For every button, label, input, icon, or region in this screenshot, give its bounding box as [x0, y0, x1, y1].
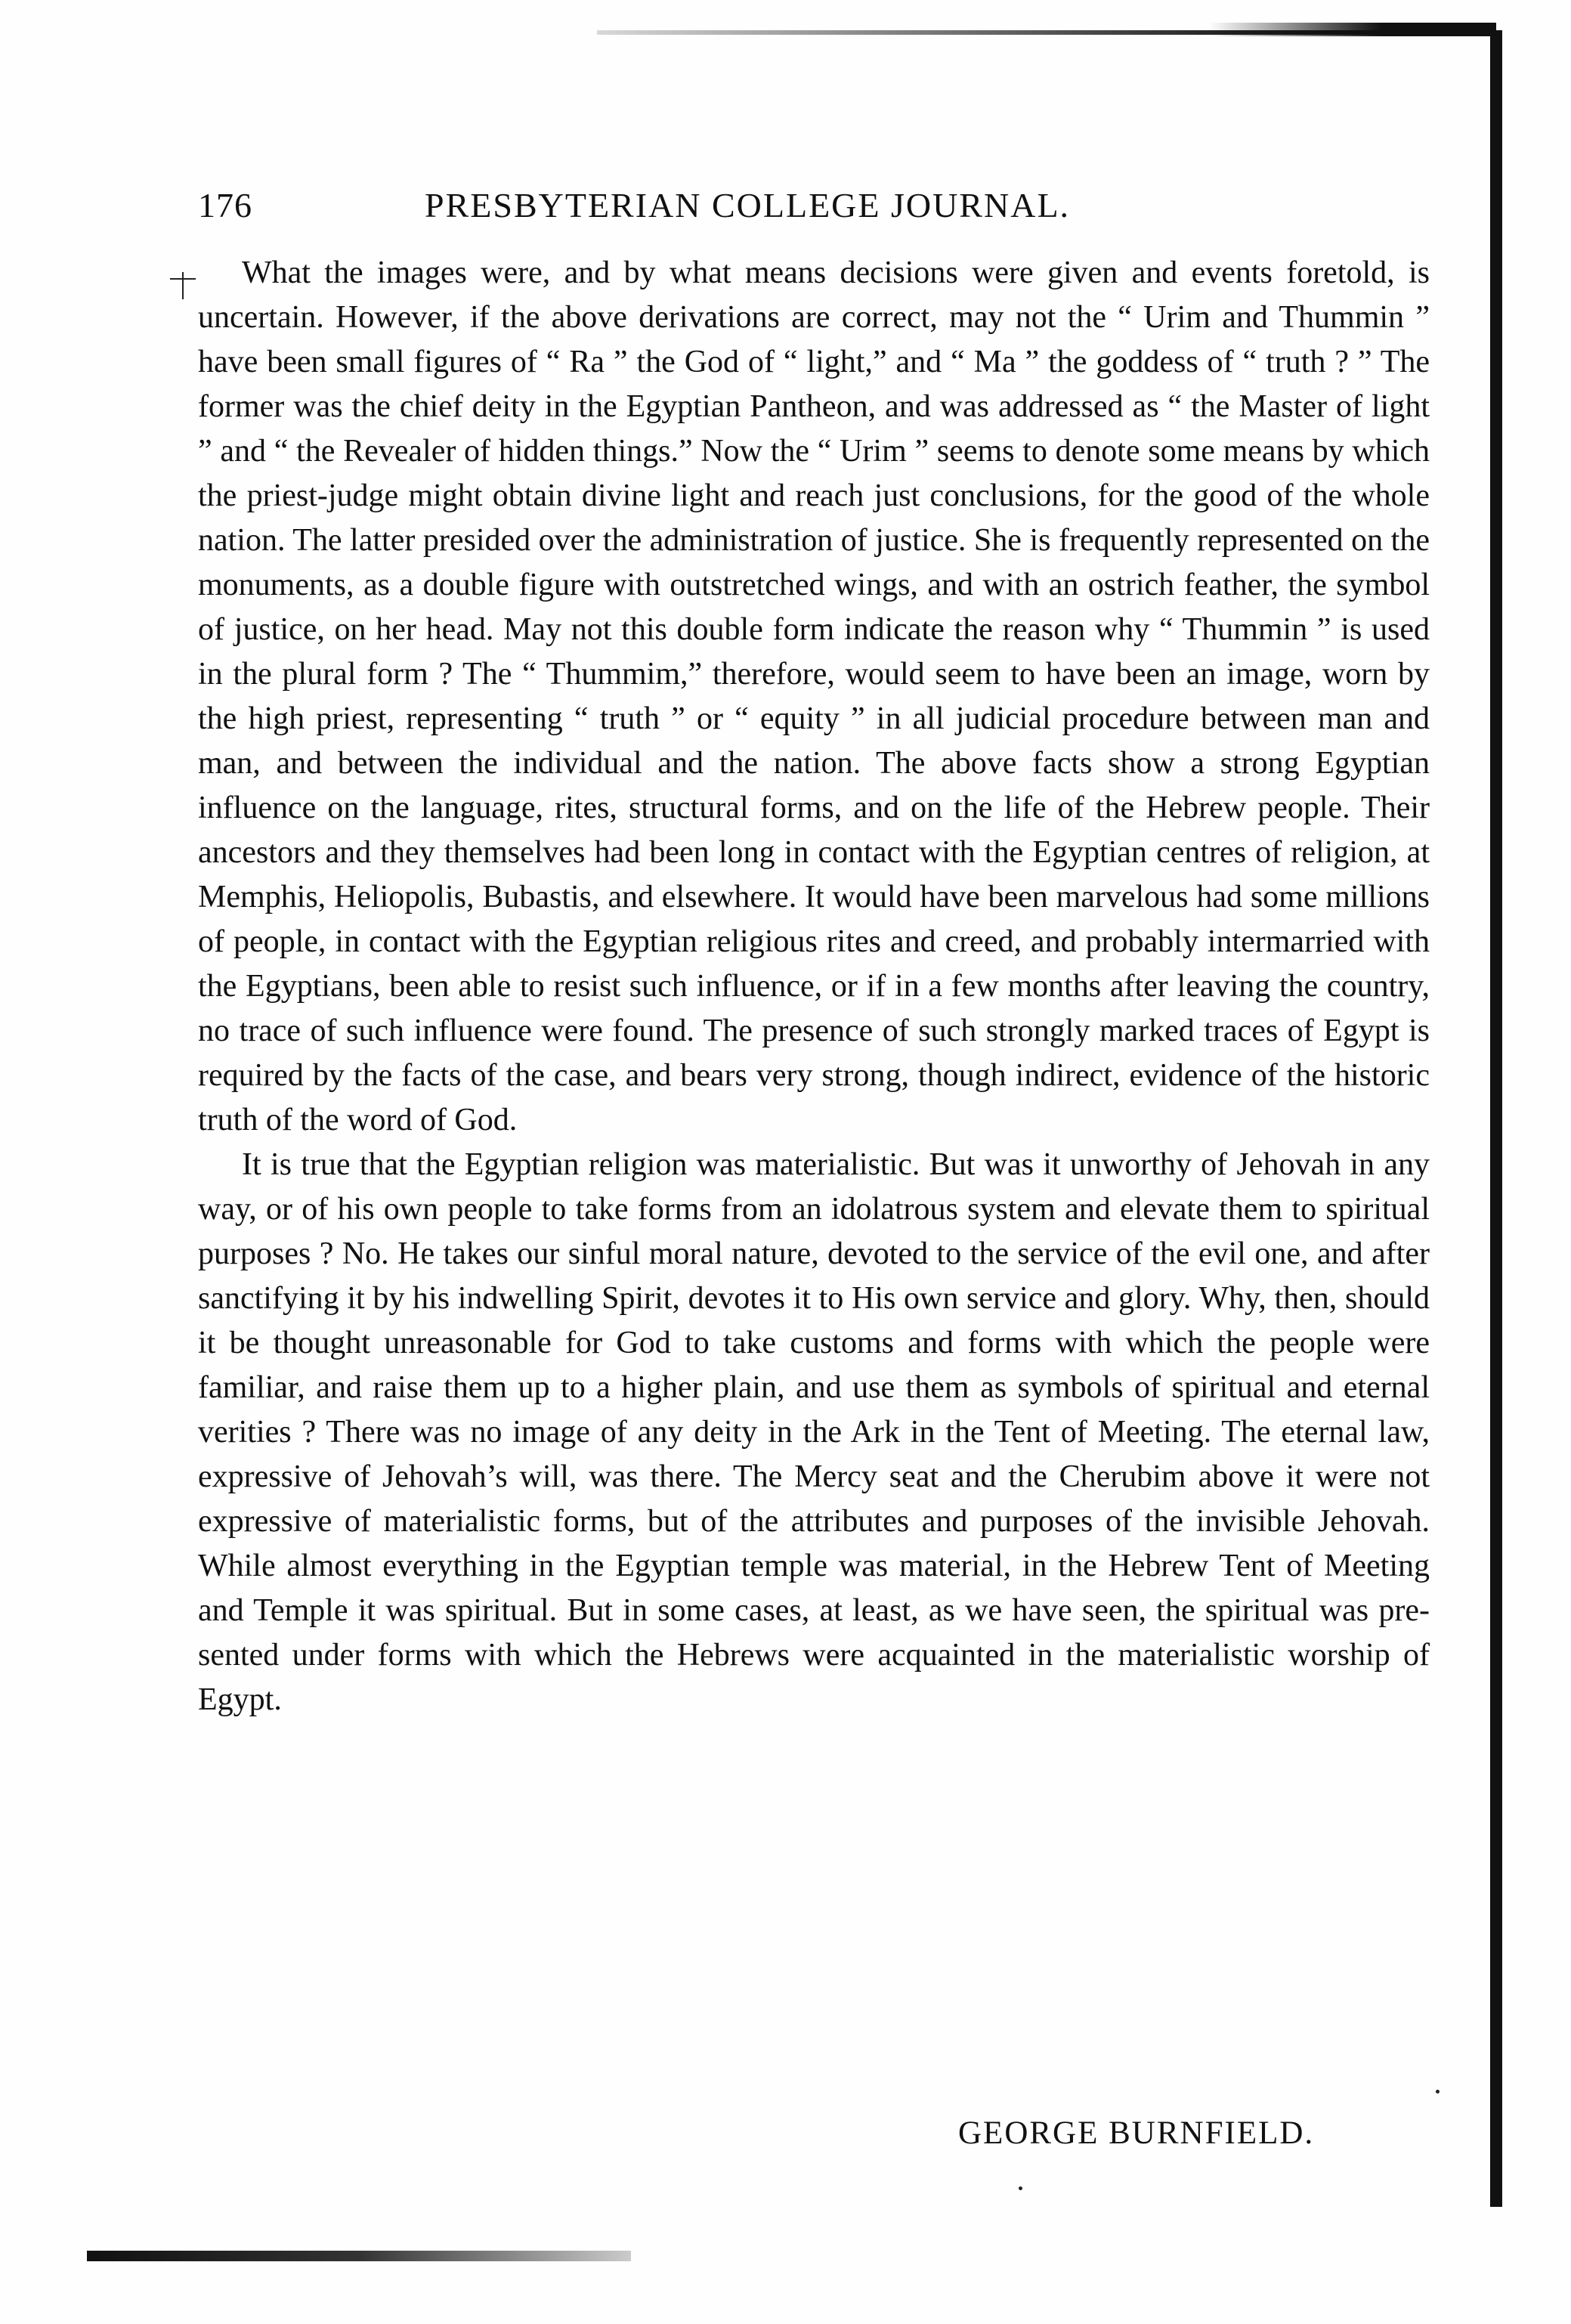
- top-scan-shadow: [1209, 23, 1496, 36]
- journal-title: PRESBYTERIAN COLLEGE JOURNAL.: [425, 186, 1071, 224]
- ink-speck: [1019, 2186, 1022, 2190]
- running-head: [198, 185, 1392, 231]
- author-signature: GEORGE BURNFIELD.: [958, 2115, 1315, 2151]
- margin-pencil-mark: [170, 272, 196, 299]
- right-page-edge-shadow: [1490, 30, 1502, 2207]
- bottom-scan-rule: [87, 2251, 631, 2261]
- ink-speck: [1436, 2090, 1440, 2093]
- paragraph-1: What the images were, and by what means decisions were given and events foretold, is uncertain. However, if the above derivations are correct, may not the “ Urim and Thummin ” have been small figures of “ Ra ” the God of “ light,” and “ Ma ” the goddess of “ truth ? ” The former was the chief deity in the Egyptian Pantheon, and was addressed as “ the Master of light ” and “ the Revealer of hidden things.” Now the “ Urim ” seems to denote some means by which the priest-judge might obtain divine light and reach just conclusions, for the good of the whole nation. The latter presided over the administration of justice. She is frequently represented on the monuments, as a double figure with outstretched wings, and with an ostrich feather, the symbol of justice, on her head. May not this double form indicate the reason why “ Thummin ” is used in the plural form ? The “ Thummim,” therefore, would seem to have been an image, worn by the high priest, representing “ truth ” or “ equity ” in all judicial procedure between man and man, and between the individual and the nation. The above facts show a strong Egyptian influence on the language, rites, structural forms, and on the life of the Hebrew people. Their ancestors and they themselves had been long in contact with the Egyptian centres of religion, at Memphis, Heliopolis, Bubastis, and elsewhere. It would have been marvelous had some millions of people, in contact with the Egyptian religious rites and creed, and probably intermarried with the Egyptians, been able to resist such influence, or if in a few months after leaving the country, no trace of such influence were found. The presence of such strongly marked traces of Egypt is required by the facts of the case, and bears very strong, though indirect, evidence of the historic truth of the word of God.: [198, 255, 1430, 1137]
- article-body: [198, 251, 1430, 1722]
- page-number: 176: [198, 186, 252, 224]
- paragraph-2: It is true that the Egyptian religion was materialistic. But was it unworthy of Jehovah in any way, or of his own people to take forms from an idolatrous system and elevate them to spiritual purposes ? No. He takes our sinful moral nature, devoted to the service of the evil one, and after sanctifying it by his indwelling Spirit, devotes it to His own service and glory. Why, then, should it be thought unreasonable for God to take customs and forms with which the people were familiar, and raise them up to a higher plain, and use them as symbols of spiritual and eternal verities ? There was no image of any deity in the Ark in the Tent of Meeting. The eternal law, expressive of Jehovah’s will, was there. The Mercy seat and the Cherubim above it were not expressive of materialistic forms, but of the attributes and purposes of the invisible Jehovah. While almost everything in the Egyptian temple was material, in the Hebrew Tent of Meeting and Temple it was spiritual. But in some cases, at least, as we have seen, the spiritual was presented under forms with which the Hebrews were acquainted in the materialistic worship of Egypt.: [198, 1147, 1430, 1717]
- margin-mark-stroke-v: [182, 272, 184, 299]
